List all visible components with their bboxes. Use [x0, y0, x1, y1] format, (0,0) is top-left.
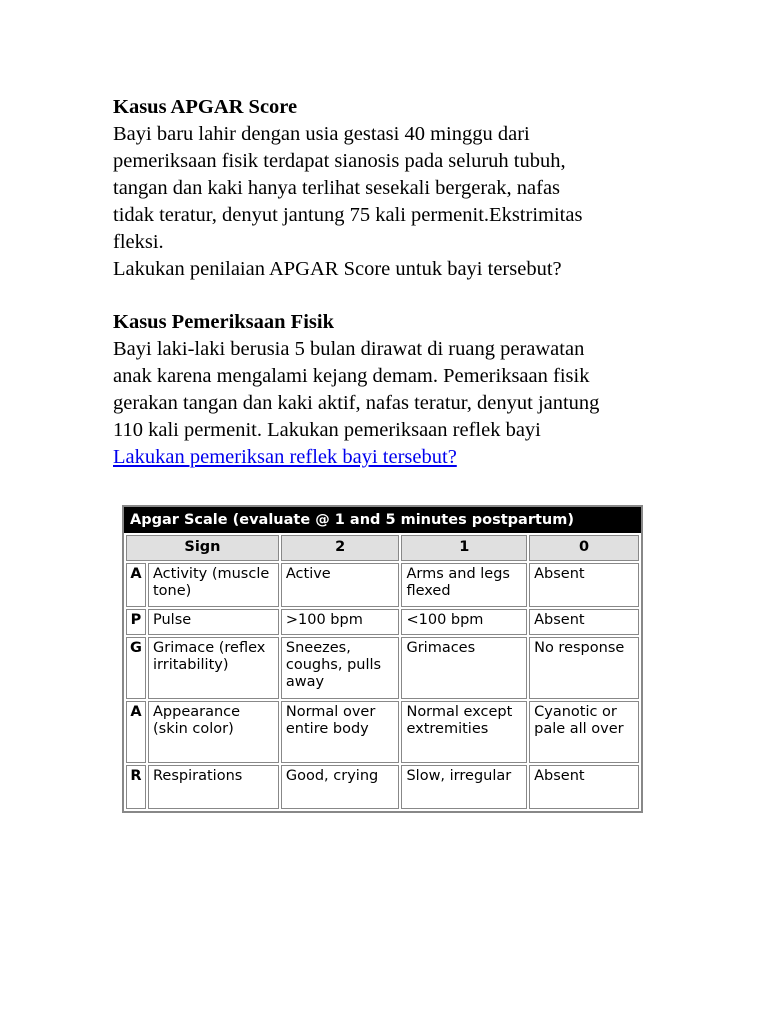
row-score-1: Slow, irregular: [401, 765, 527, 809]
case-physical-exam-section: [113, 309, 653, 471]
table-row: [126, 637, 639, 699]
case-apgar-line: Bayi baru lahir dengan usia gestasi 40 minggu dari: [113, 123, 530, 145]
case-physical-exam-body: [113, 336, 653, 444]
row-score-0: Absent: [529, 609, 639, 635]
row-letter: A: [126, 563, 146, 607]
header-score-2: 2: [281, 535, 400, 561]
reflex-exam-link[interactable]: Lakukan pemeriksan reflek bayi tersebut?: [113, 446, 457, 468]
row-score-0: No response: [529, 637, 639, 699]
row-sign: Grimace (reflex irritability): [148, 637, 279, 699]
case-apgar-line: tangan dan kaki hanya terlihat sesekali bergerak, nafas: [113, 177, 561, 199]
case-apgar-line: pemeriksaan fisik terdapat sianosis pada seluruh tubuh,: [113, 150, 566, 172]
row-score-0: Absent: [529, 765, 639, 809]
case-physical-exam-line: 110 kali permenit. Lakukan pemeriksaan reflek bayi: [113, 419, 541, 441]
apgar-grid: [124, 533, 641, 811]
case-apgar-body: [113, 121, 653, 283]
row-letter: G: [126, 637, 146, 699]
table-row: [126, 701, 639, 763]
row-sign: Respirations: [148, 765, 279, 809]
row-sign: Activity (muscle tone): [148, 563, 279, 607]
case-apgar-title: Kasus APGAR Score: [113, 96, 298, 118]
row-score-2: Normal over entire body: [281, 701, 400, 763]
row-letter: P: [126, 609, 146, 635]
table-row: [126, 563, 639, 607]
row-score-0: Absent: [529, 563, 639, 607]
row-score-1: Arms and legs flexed: [401, 563, 527, 607]
case-apgar-question: Lakukan penilaian APGAR Score untuk bayi tersebut?: [113, 258, 562, 280]
case-physical-exam-line: anak karena mengalami kejang demam. Pemeriksaan fisik: [113, 365, 590, 387]
row-score-2: Good, crying: [281, 765, 400, 809]
header-score-1: 1: [401, 535, 527, 561]
case-apgar-line: fleksi.: [113, 231, 164, 253]
case-physical-exam-line: Bayi laki-laki berusia 5 bulan dirawat di ruang perawatan: [113, 338, 585, 360]
table-row: [126, 609, 639, 635]
row-score-0: Cyanotic or pale all over: [529, 701, 639, 763]
row-score-2: Active: [281, 563, 400, 607]
row-sign: Pulse: [148, 609, 279, 635]
row-score-1: Grimaces: [401, 637, 527, 699]
row-score-2: >100 bpm: [281, 609, 400, 635]
row-letter: R: [126, 765, 146, 809]
row-score-2: Sneezes, coughs, pulls away: [281, 637, 400, 699]
row-score-1: Normal except extremities: [401, 701, 527, 763]
row-letter: A: [126, 701, 146, 763]
case-physical-exam-title: Kasus Pemeriksaan Fisik: [113, 311, 334, 333]
row-score-1: <100 bpm: [401, 609, 527, 635]
table-row: [126, 765, 639, 809]
case-apgar-line: tidak teratur, denyut jantung 75 kali permenit.Ekstrimitas: [113, 204, 583, 226]
apgar-header-row: [126, 535, 639, 561]
apgar-scale-table: [122, 505, 643, 813]
apgar-table-title: Apgar Scale (evaluate @ 1 and 5 minutes postpartum): [124, 507, 641, 533]
header-score-0: 0: [529, 535, 639, 561]
case-physical-exam-line: gerakan tangan dan kaki aktif, nafas teratur, denyut jantung: [113, 392, 600, 414]
case-apgar-section: [113, 94, 653, 283]
row-sign: Appearance (skin color): [148, 701, 279, 763]
header-sign: Sign: [126, 535, 279, 561]
